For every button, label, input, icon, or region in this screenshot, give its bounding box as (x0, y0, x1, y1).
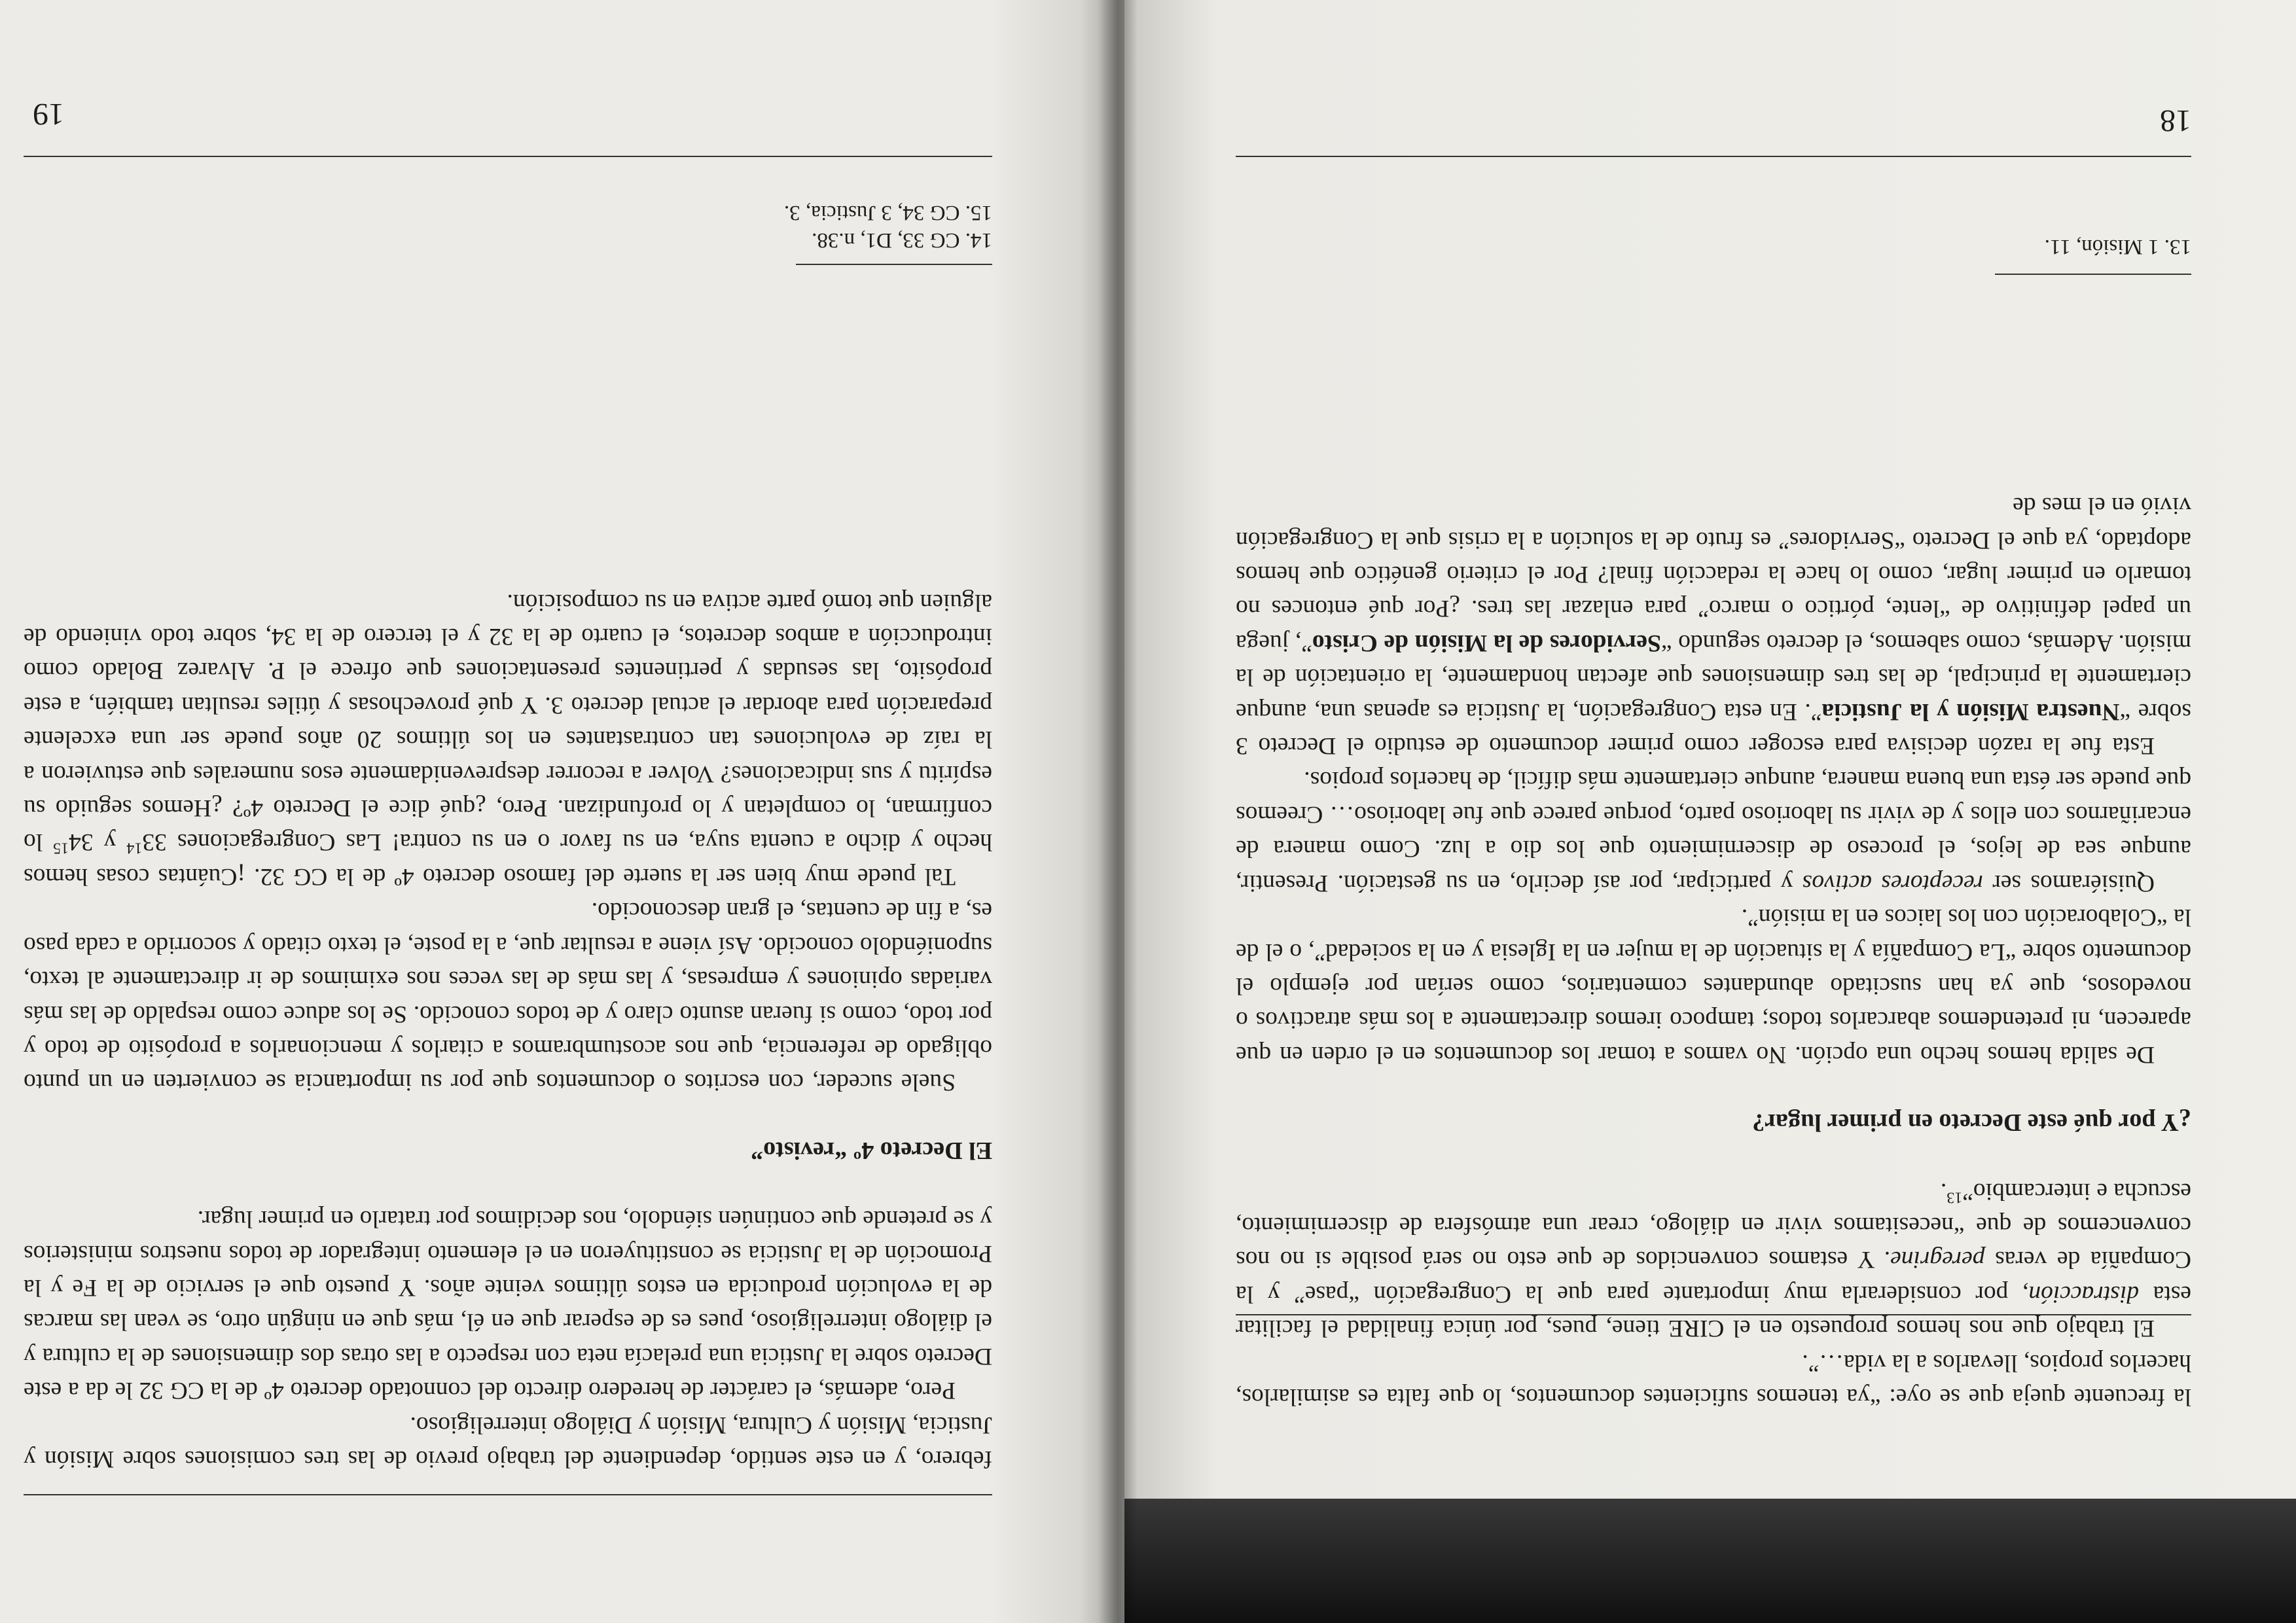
footnote-ref: 15 (53, 840, 69, 857)
footnote: 15. CG 34, 3 Justicia, 3. (783, 201, 992, 224)
page-number: 19 (33, 97, 64, 132)
section-heading: El Decreto 4º “revisto” (751, 1136, 992, 1164)
footnotes-left (2045, 233, 2191, 260)
section-heading: ¿Y por qué este Decreto en primer lugar? (1752, 1109, 2191, 1137)
footnote: 14. CG 33, D1, n.38. (812, 228, 992, 252)
paragraph: Esta fue la razón decisiva para escoger como primer documento de estudio el Decreto 3 sobre “Nuestra Misión y la Justicia”. En esta Congregación, la Justicia es apenas una, aunque ciertamente la principal, de las tres dimensiones que afectan hondamente, la orientación de la misión. Además, como sabemos, el decreto segundo “Servidores de la Misión de Cristo”, juega un papel definitivo de “lente, pórtico o marco” para enlazar las tres. ¿Por qué entonces no tomarlo en primer lugar, como lo hace la redacción final? Por el criterio genético que hemos adoptado, ya que el Decreto “Servidores” es fruto de la solución a la crisis que la Congregación vivió en el mes de (1236, 492, 2191, 760)
text-column-right (24, 584, 992, 1476)
paragraph: De salida hemos hecho una opción. No vamos a tomar los documentos en el orden en que aparecen, ni pretendemos abarcarlos todos; tampoco iremos directamente a los más atractivos o novedosos, que ya han suscitado abundantes comentarios, como serían por ejemplo el documento sobre “La Compañía y la situación de la mujer en la Iglesia y en la sociedad”, o el de la “Colaboración con los laicos en la misión”. (1236, 904, 2191, 1068)
top-rule (24, 1494, 992, 1495)
paragraph: febrero, y en este sentido, dependiente del trabajo previo de las tres comisiones sobre Misión y Justicia, Misión y Cultura, Misión y Diálogo interreligioso. (24, 1411, 992, 1472)
page-number: 18 (2160, 103, 2191, 138)
bottom-rule (1236, 156, 2191, 157)
paragraph: El trabajo que nos hemos propuesto en el CIRE tiene, pues, por única finalidad el facilitar esta distracción, por considerarla muy importante para que la Congregación “pase” y la Compañía de veras peregrine. Y estamos convencidos de que esto no será posible si no nos convencemos de que “necesitamos vivir en diálogo, crear una atmósfera de discernimiento, escucha e intercambio”$^{13}$. (1236, 1177, 2191, 1342)
footnote-rule (796, 264, 992, 265)
footnote-rule (1995, 274, 2191, 275)
paragraph: la frecuente queja que se oye: “ya tenemos suficientes documentos, lo que falta es asimilarlos, hacerlos propios, llevarlos a la vida…”. (1236, 1349, 2191, 1410)
footnote-ref: 14 (126, 840, 143, 857)
text-column-left (1236, 488, 2191, 1414)
paragraph: Suele suceder, con escritos o documentos que por su importancia se convierten en un punto obligado de referencia, que nos acostumbramos a citarlos y mencionarlos a propósito de todo y por todo, como si fueran asunto claro y de todos conocido. Se los aduce como respaldo de las más variadas opiniones y empresas, y las más de las veces nos eximimos de ir directamente al texto, suponiéndolo conocido. Así viene a resultar que, a la poste, el texto citado y socorrido a cada paso es, a fin de cuentas, el gran desconocido. (24, 897, 992, 1096)
paragraph: Tal puede muy bien ser la suerte del famoso decreto 4º de la CG 32. ¡Cuántas cosas hemos hecho y dicho a cuenta suya, en su favor o en su contra! Las Congregaciones $33^{14}$ y $34^{15}$ lo confirman, lo completan y lo profundizan. Pero, ¿qué dice el Decreto 4º? ¿Hemos seguido su espíritu y sus indicaciones? Volver a recorrer desprevenidamente esos numerales que estuvieron a la raíz de evoluciones tan contrastantes en los últimos 20 años puede ser una excelente preparación para abordar el actual decreto 3. Y qué provechosas y útiles resultan también, a este propósito, las sesudas y pertinentes presentaciones que ofrece el P. Alvarez Bolado como introducción a ambos decretos, el cuarto de la 32 y el tercero de la 34, sobre todo viniendo de alguien que tomó parte activa en su composición. (23, 588, 992, 890)
scanner-shadow (1105, 1492, 2296, 1623)
footnote: 13. 1 Misión, 11. (2044, 235, 2191, 259)
footnote-ref: 13 (1946, 1188, 1963, 1206)
bottom-rule (24, 156, 992, 157)
book-gutter (1098, 0, 1138, 1623)
paragraph: Quisiéramos ser receptores activos y participar, por así decirlo, en su gestación. Presentir, aunque sea de lejos, el proceso de discernimiento que los dio a luz. Como manera de encariñarnos con ellos y de vivir su laborioso parto, porque parece que fue laborioso… Creemos que puede ser ésta una buena manera, aunque ciertamente más difícil, de hacerlos propios. (1236, 766, 2191, 897)
footnotes-right (784, 199, 992, 254)
paragraph: Pero, además, el carácter de heredero directo del connotado decreto 4º de la CG 32 le da a este Decreto sobre la Justicia una prelacía neta con respecto a las otras dos dimensiones de la cultura y el diálogo interreligioso, pues es de esperar que en él, más que en ningún otro, se vean las marcas de la evolución producida en estos últimos veinte años. Y puesto que el servicio de la Fe y la Promoción de la Justicia se constituyeron en el elemento integrador de todos nuestros ministerios y se pretende que continúen siéndolo, nos decidimos por tratarlo en primer lugar. (24, 1205, 992, 1404)
